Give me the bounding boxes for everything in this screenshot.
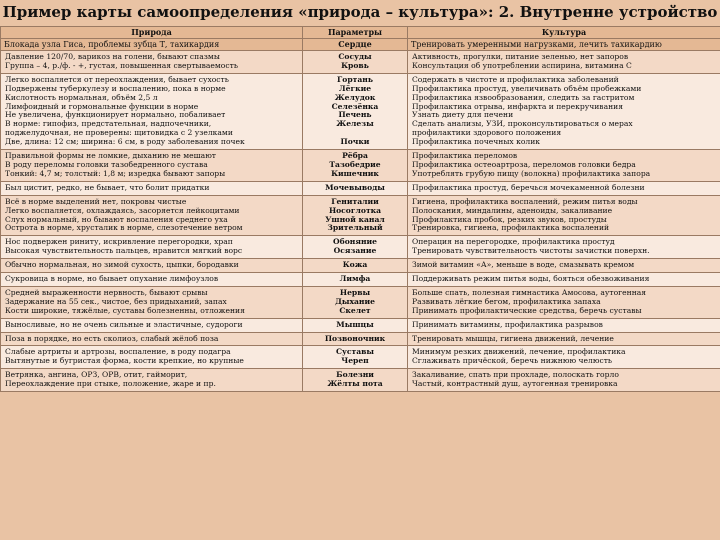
parameter-line: Осязание (333, 247, 377, 256)
parameter-line: Лимфа (339, 275, 371, 284)
culture-line: профилактики здорового положения (412, 129, 562, 138)
self-determination-table-area (0, 26, 720, 540)
culture-cell (408, 286, 720, 318)
culture-line: Поддерживать режим питья воды, бояться обезвоживания (412, 275, 650, 284)
nature-line: В норме: гипофиз, предстательная, надпочечники, (5, 120, 212, 129)
parameter-cell (303, 181, 408, 195)
nature-line: Не увеличена, функционирует нормально, побаливает (5, 111, 226, 120)
culture-line: Принимать профилактические средства, беречь суставы (412, 306, 642, 315)
culture-cell (408, 318, 720, 332)
culture-line: Закаливание, спать при прохладе, полоскать горло (412, 371, 619, 380)
nature-cell (1, 332, 303, 346)
header-nature: Природа (1, 27, 303, 39)
culture-cell (408, 369, 720, 392)
table-row (1, 318, 720, 332)
nature-cell (1, 369, 303, 392)
culture-cell (408, 150, 720, 182)
table-row (1, 181, 720, 195)
table-row (1, 51, 720, 74)
culture-line: Профилактика почечных колик (412, 138, 541, 147)
culture-line: Зимой витамин «А», меньше в воде, смазывать кремом (412, 261, 635, 270)
nature-line: Вытянутые и бугристая форма, кости крепкие, но крупные (5, 357, 244, 366)
culture-line: Содержать в чистоте и профилактика заболеваний (412, 75, 619, 84)
nature-line: Кости широкие, тяжёлые, суставы болезненны, отложения (5, 306, 245, 315)
parameter-cell (303, 318, 408, 332)
nature-cell (1, 259, 303, 273)
culture-line: Тренировка, гигиена, профилактика воспалений (412, 224, 610, 233)
nature-line: Был цистит, редко, не бывает, что болит придатки (5, 183, 210, 192)
culture-line: Полоскания, миндалины, аденоиды, закаливание (412, 206, 613, 215)
nature-cell (1, 51, 303, 74)
parameter-line: Скелет (339, 306, 371, 315)
parameter-line: Кишечник (331, 169, 379, 178)
nature-line: Давление 120/70, варикоз на голени, бывают спазмы (5, 53, 220, 61)
parameter-line: Позвоночник (324, 334, 386, 343)
table-header-row (1, 27, 720, 39)
nature-line: Острота в норме, хрусталик в норме, слезотечение ветром (5, 224, 243, 233)
parameter-line: Дыхание (335, 297, 375, 306)
culture-line: Операция на перегородке, профилактика простуд (412, 238, 615, 247)
culture-line: Профилактика язвообразования, следить за гастритом (412, 93, 635, 102)
culture-line: Профилактика простуд, увеличивать объём пробежками (412, 84, 642, 93)
table-row (1, 346, 720, 369)
culture-line: Гигиена, профилактика воспалений, режим питья воды (412, 197, 638, 206)
parameter-line: Носоглотка (328, 206, 382, 215)
parameter-line: Железы (336, 120, 374, 129)
culture-cell (408, 332, 720, 346)
parameter-line: Печень (338, 111, 372, 120)
culture-cell (408, 346, 720, 369)
nature-cell (1, 195, 303, 236)
nature-line: Две, длина: 12 см; ширина: 6 см, в роду заболевания почек (5, 138, 245, 147)
nature-line: Легко воспаляется, охлаждаясь, засоряется лейкоцитами (5, 206, 240, 215)
nature-line: поджелудочная, не проверены: щитовидка с 2 узелками (5, 129, 233, 138)
nature-line: Легко воспаляется от переохлаждения, бывает сухость (5, 75, 229, 84)
culture-line: Активность, прогулки, питание зеленью, нет запоров (412, 53, 629, 61)
nature-line: Выносливые, но не очень сильные и эластичные, судороги (5, 320, 243, 329)
culture-cell (408, 273, 720, 287)
nature-line: В роду переломы головки тазобедренного сустава (5, 160, 208, 169)
nature-line: Средней выраженности нервность, бывают срывы (5, 288, 208, 297)
parameter-cell (303, 346, 408, 369)
culture-cell (408, 181, 720, 195)
table-row (1, 259, 720, 273)
parameter-line: Тазобедрие (329, 160, 381, 169)
nature-line: Высокая чувствительность пальцев, нравится мягкий ворс (5, 247, 243, 256)
culture-line: Сделать анализы, УЗИ, проконсультироваться о мерах (412, 120, 633, 129)
parameter-line: Болезни (336, 371, 374, 380)
parameter-line: Кровь (341, 61, 369, 70)
parameter-line: Желудок (334, 93, 376, 102)
culture-line: Тренировать чувствительность чистоты зачистки поверхн. (412, 247, 650, 256)
nature-line: Сукровица в норме, но бывает опухание лимфоузлов (5, 275, 219, 284)
page-title: Пример карты самоопределения «природа – культура»: 2. Внутренне устройство (2, 3, 718, 21)
parameter-cell (303, 273, 408, 287)
table-row (1, 73, 720, 149)
parameter-cell (303, 51, 408, 74)
culture-line: Профилактика отрыва, инфаркта и перекручивания (412, 102, 624, 111)
self-determination-table (0, 26, 720, 392)
culture-line: Принимать витамины, профилактика разрывов (412, 320, 603, 329)
parameter-cell (303, 236, 408, 259)
parameter-line: Зрительный (327, 224, 383, 233)
nature-line: Группа – 4, р./ф. - +, густая, повышенная свертываемость (5, 61, 238, 70)
parameter-line: Ушной канал (325, 215, 385, 224)
table-row (1, 150, 720, 182)
parameter-line: Кожа (342, 261, 368, 270)
culture-cell (408, 51, 720, 74)
nature-cell (1, 73, 303, 149)
culture-line: Тренировать мышцы, гигиена движений, лечение (412, 334, 614, 343)
culture-line: Развивать лёгкие бегом, профилактика запаха (412, 297, 601, 306)
first-row-parameter: Сердце (303, 39, 408, 51)
nature-line: Задержание на 55 сек., чистое, без придыханий, запах (5, 297, 227, 306)
culture-line: Сглаживать причёской, беречь нижнюю челюсть (412, 357, 613, 366)
header-culture: Культура (408, 27, 720, 39)
nature-line: Переохлаждение при стыке, положение, жаре и пр. (5, 380, 216, 389)
culture-line: Частый, контрастный душ, аутогенная тренировка (412, 380, 618, 389)
table-row (1, 195, 720, 236)
parameter-cell (303, 195, 408, 236)
parameter-line: Череп (341, 357, 369, 366)
nature-cell (1, 181, 303, 195)
nature-line: Слух нормальный, но бывают воспаления среднего уха (5, 215, 228, 224)
first-row-culture: Тренировать умеренными нагрузками, лечить тахикардию (408, 39, 720, 51)
parameter-line: Суставы (335, 348, 375, 357)
first-row-nature: Блокада узла Гиса, проблемы зубца Т, тахикардия (1, 39, 303, 51)
culture-cell (408, 195, 720, 236)
culture-cell (408, 73, 720, 149)
table-row (1, 273, 720, 287)
nature-cell (1, 273, 303, 287)
parameter-line: Почки (340, 138, 370, 147)
culture-line: Узнать диету для печени (412, 111, 514, 120)
parameter-cell (303, 259, 408, 273)
culture-line: Профилактика пробок, резких звуков, простуды (412, 215, 607, 224)
parameter-line: Гениталии (331, 197, 379, 206)
culture-line: Больше спать, полезная гимнастика Амосова, аутогенная (412, 288, 647, 297)
parameter-line: Мочевыводы (325, 183, 385, 192)
table-body (1, 51, 720, 392)
nature-cell (1, 236, 303, 259)
parameter-line: Селезёнка (331, 102, 379, 111)
nature-cell (1, 346, 303, 369)
nature-line: Лимфоидный и гормональные функции в норме (5, 102, 199, 111)
table-row (1, 286, 720, 318)
culture-line: Профилактика простуд, беречься мочекаменной болезни (412, 183, 645, 192)
culture-cell (408, 236, 720, 259)
culture-line: Минимум резких движений, лечение, профилактика (412, 348, 626, 357)
parameter-cell (303, 73, 408, 149)
parameter-line: Рёбра (342, 152, 368, 161)
parameter-line: Гортань (337, 75, 373, 84)
nature-line: Всё в норме выделений нет, покровы чистые (5, 197, 187, 206)
parameter-line: Жёлты пота (327, 380, 383, 389)
nature-cell (1, 150, 303, 182)
culture-cell (408, 259, 720, 273)
culture-line: Профилактика остеоартроза, переломов головки бедра (412, 160, 636, 169)
nature-line: Обычно нормальная, но зимой сухость, цыпки, бородавки (5, 261, 239, 270)
parameter-line: Нервы (339, 288, 371, 297)
nature-line: Правильной формы не ломкие, дыханию не мешают (5, 152, 217, 161)
culture-line: Употреблять грубую пищу (волокна) профилактика запора (412, 169, 651, 178)
table-row (1, 236, 720, 259)
parameter-cell (303, 369, 408, 392)
table-header-subrow (1, 39, 720, 51)
parameter-cell (303, 332, 408, 346)
parameter-cell (303, 286, 408, 318)
nature-line: Слабые артриты и артрозы, воспаление, в роду подагра (5, 348, 231, 357)
parameter-line: Обоняние (333, 238, 377, 247)
nature-line: Поза в порядке, но есть сколиоз, слабый жёлоб поза (5, 334, 219, 343)
parameter-cell (303, 150, 408, 182)
parameter-line: Мышцы (336, 320, 374, 329)
culture-line: Профилактика переломов (412, 152, 518, 161)
parameter-line: Лёгкие (338, 84, 372, 93)
nature-line: Кислотность нормальная, объём 2,5 л (5, 93, 158, 102)
culture-line: Консультация об употреблении аспирина, витамина С (412, 61, 632, 70)
nature-cell (1, 286, 303, 318)
nature-line: Ветрянка, ангина, ОРЗ, ОРВ, отит, гайморит, (5, 371, 188, 380)
nature-line: Тонкий: 4,7 м; толстый: 1,8 м; изредка бывают запоры (5, 169, 226, 178)
table-row (1, 369, 720, 392)
parameter-line (307, 129, 403, 138)
nature-cell (1, 318, 303, 332)
header-parameters: Параметры (303, 27, 408, 39)
nature-line: Нос подвержен риниту, искривление перегородки, храп (5, 238, 233, 247)
nature-line: Подвержены туберкулезу и воспалению, пока в норме (5, 84, 226, 93)
table-row (1, 332, 720, 346)
parameter-line: Сосуды (338, 53, 372, 61)
